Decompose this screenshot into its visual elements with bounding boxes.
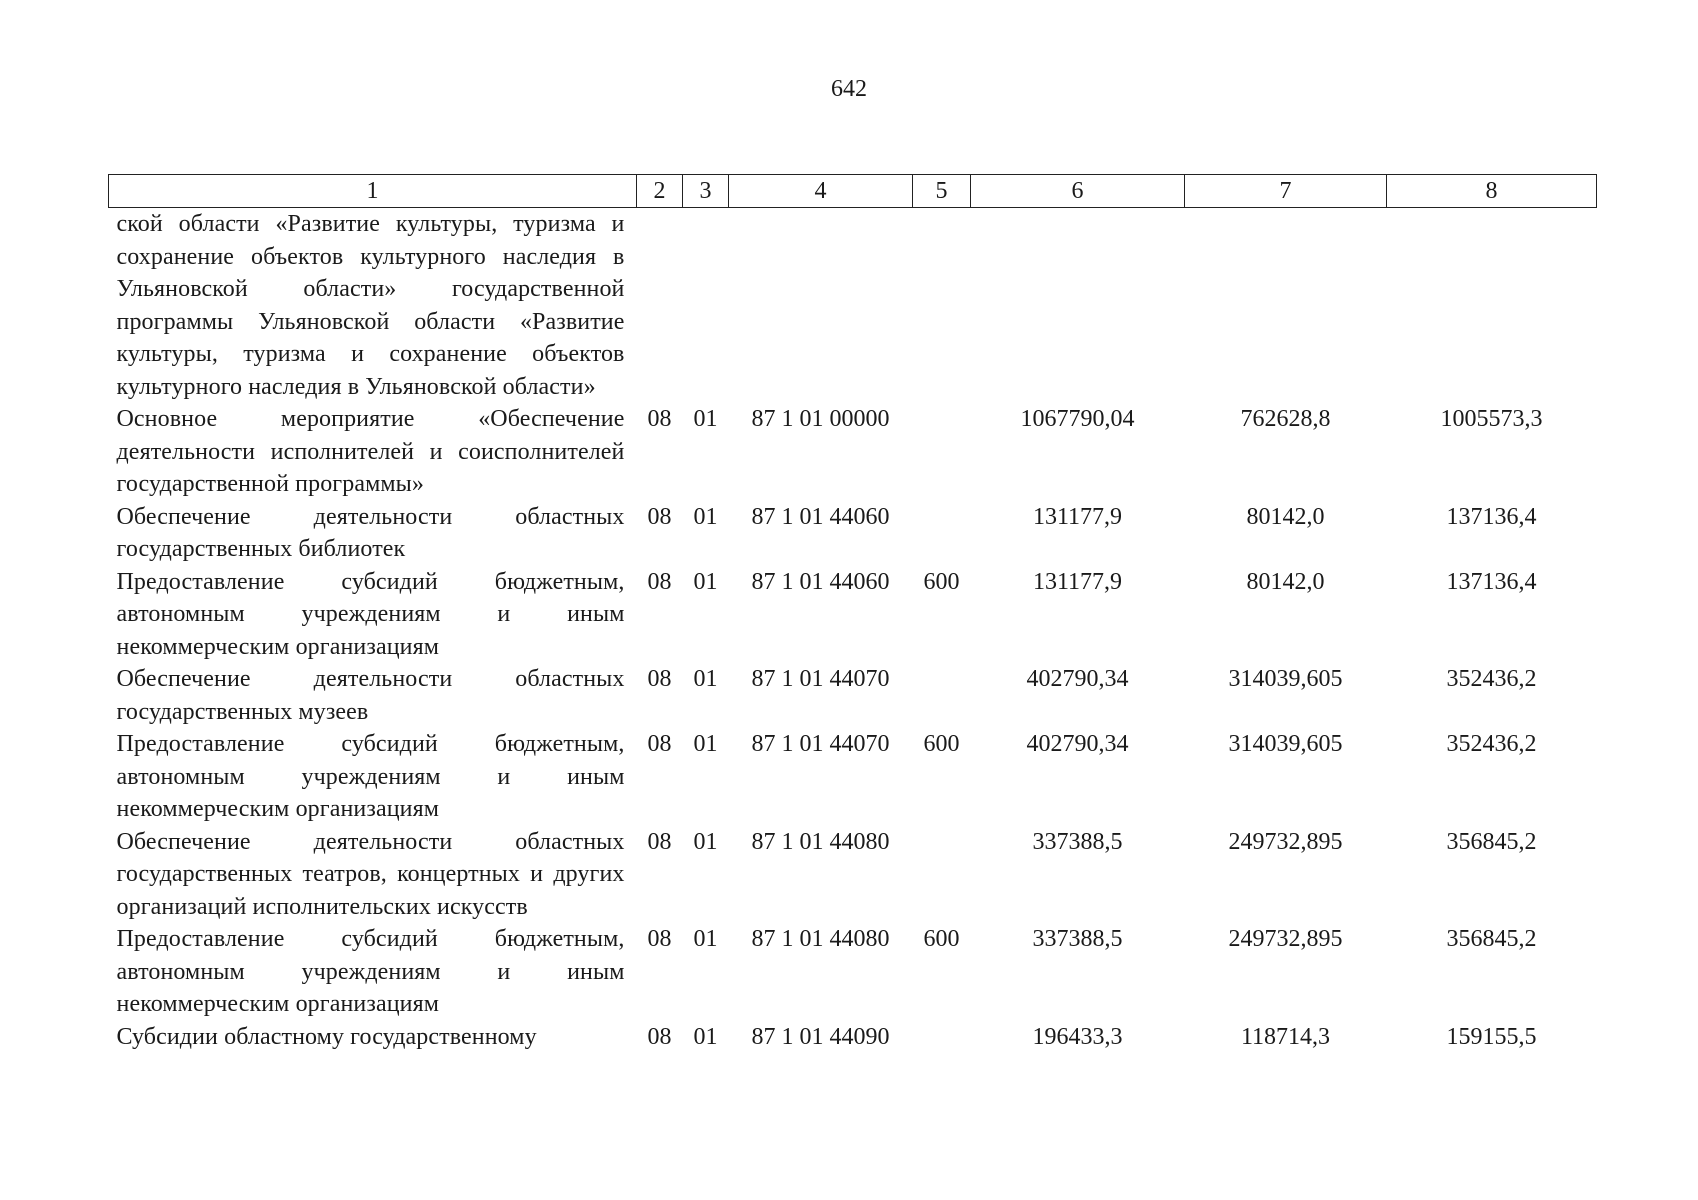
row-name: Основное мероприятие «Обеспечение деятельности исполнителей и соисполнителей государственной программы» [116, 406, 625, 497]
row-amount-7: 249732,895 [1228, 828, 1343, 855]
row-subsection: 01 [693, 568, 718, 595]
row-amount-7 [1185, 208, 1387, 404]
row-amount-7: 314039,605 [1228, 731, 1343, 757]
row-amount-6: 196433,3 [1032, 1023, 1123, 1050]
row-subsection: 01 [693, 666, 718, 692]
row-name: Обеспечение деятельности областных государственных библиотек [116, 503, 625, 562]
header-col-8: 8 [1387, 175, 1597, 208]
row-subsection: 01 [693, 828, 718, 855]
row-target-code: 87 1 01 44080 [751, 828, 890, 855]
row-target-code: 87 1 01 00000 [751, 406, 890, 432]
row-amount-7: 80142,0 [1246, 503, 1325, 530]
row-subsection: 01 [693, 406, 718, 432]
row-expense-type [913, 208, 971, 404]
row-expense-type [913, 663, 971, 728]
header-col-5: 5 [913, 175, 971, 208]
row-amount-8: 352436,2 [1446, 666, 1537, 692]
header-col-3: 3 [683, 175, 729, 208]
row-section: 08 [647, 828, 672, 855]
row-amount-6: 402790,34 [1026, 731, 1129, 757]
table-row [109, 728, 1597, 826]
row-name: ской области «Развитие культуры, туризма и сохранение объектов культурного наследия в Ульяновской области» государственной программы Ульяновской области «Развитие культуры, туризма и сохранение объектов культурного наследия в Ульяновской области» [116, 211, 625, 400]
table-row [109, 826, 1597, 924]
row-section: 08 [647, 568, 672, 595]
row-target-code: 87 1 01 44070 [751, 666, 890, 692]
row-amount-7: 80142,0 [1246, 568, 1325, 595]
header-col-4: 4 [729, 175, 913, 208]
row-subsection: 01 [693, 926, 718, 952]
row-amount-8: 137136,4 [1446, 503, 1537, 530]
header-col-1: 1 [109, 175, 637, 208]
row-amount-8 [1387, 208, 1597, 404]
row-name: Предоставление субсидий бюджетным, автономным учреждениям и иным некоммерческим организациям [116, 926, 625, 1017]
budget-table [108, 174, 1596, 1053]
row-expense-type [913, 403, 971, 501]
header-row [109, 175, 1597, 208]
row-name: Предоставление субсидий бюджетным, автономным учреждениям и иным некоммерческим организациям [116, 731, 625, 822]
row-name: Предоставление субсидий бюджетным, автономным учреждениям и иным некоммерческим организациям [116, 568, 625, 660]
header-col-6: 6 [971, 175, 1185, 208]
row-amount-6: 337388,5 [1032, 926, 1123, 952]
table-row [109, 208, 1597, 404]
row-target-code [729, 208, 913, 404]
row-subsection: 01 [693, 503, 718, 530]
row-subsection: 01 [693, 731, 718, 757]
row-name: Субсидии областному государственному [116, 1023, 537, 1050]
row-subsection [683, 208, 729, 404]
row-section [637, 208, 683, 404]
row-target-code: 87 1 01 44080 [751, 926, 890, 952]
row-amount-6: 1067790,04 [1020, 406, 1135, 432]
row-section: 08 [647, 1023, 672, 1050]
row-amount-8: 1005573,3 [1440, 406, 1543, 432]
row-target-code: 87 1 01 44070 [751, 731, 890, 757]
table-row [109, 1021, 1597, 1054]
row-amount-8: 159155,5 [1446, 1023, 1537, 1050]
table-header [109, 175, 1597, 208]
row-amount-6: 337388,5 [1032, 828, 1123, 855]
row-subsection: 01 [693, 1023, 718, 1050]
row-expense-type [913, 501, 971, 566]
row-section: 08 [647, 731, 672, 757]
row-section: 08 [647, 406, 672, 432]
row-amount-7: 762628,8 [1240, 406, 1331, 432]
table-body [109, 208, 1597, 1054]
row-expense-type [913, 826, 971, 924]
row-section: 08 [647, 926, 672, 952]
row-section: 08 [647, 503, 672, 530]
row-amount-6: 131177,9 [1032, 503, 1123, 530]
row-amount-7: 249732,895 [1228, 926, 1343, 952]
row-amount-6 [971, 208, 1185, 404]
header-col-2: 2 [637, 175, 683, 208]
row-amount-8: 352436,2 [1446, 731, 1537, 757]
row-target-code: 87 1 01 44060 [751, 503, 890, 530]
row-name: Обеспечение деятельности областных государственных театров, концертных и других организаций исполнительских искусств [116, 828, 625, 920]
row-amount-6: 131177,9 [1032, 568, 1123, 595]
row-expense-type: 600 [923, 731, 960, 757]
budget-table-grid [108, 174, 1597, 1053]
row-amount-6: 402790,34 [1026, 666, 1129, 692]
row-amount-7: 118714,3 [1240, 1023, 1331, 1050]
header-col-7: 7 [1185, 175, 1387, 208]
row-expense-type [913, 1021, 971, 1054]
row-amount-7: 314039,605 [1228, 666, 1343, 692]
row-name: Обеспечение деятельности областных государственных музеев [116, 666, 625, 725]
page-number: 642 [831, 76, 867, 102]
table-row [109, 566, 1597, 664]
row-target-code: 87 1 01 44060 [751, 568, 890, 595]
row-expense-type: 600 [923, 926, 960, 952]
table-row [109, 923, 1597, 1021]
table-row [109, 663, 1597, 728]
table-row [109, 501, 1597, 566]
row-amount-8: 356845,2 [1446, 828, 1537, 855]
row-amount-8: 356845,2 [1446, 926, 1537, 952]
row-expense-type: 600 [923, 568, 960, 595]
row-amount-8: 137136,4 [1446, 568, 1537, 595]
row-section: 08 [647, 666, 672, 692]
row-target-code: 87 1 01 44090 [751, 1023, 890, 1050]
table-row [109, 403, 1597, 501]
